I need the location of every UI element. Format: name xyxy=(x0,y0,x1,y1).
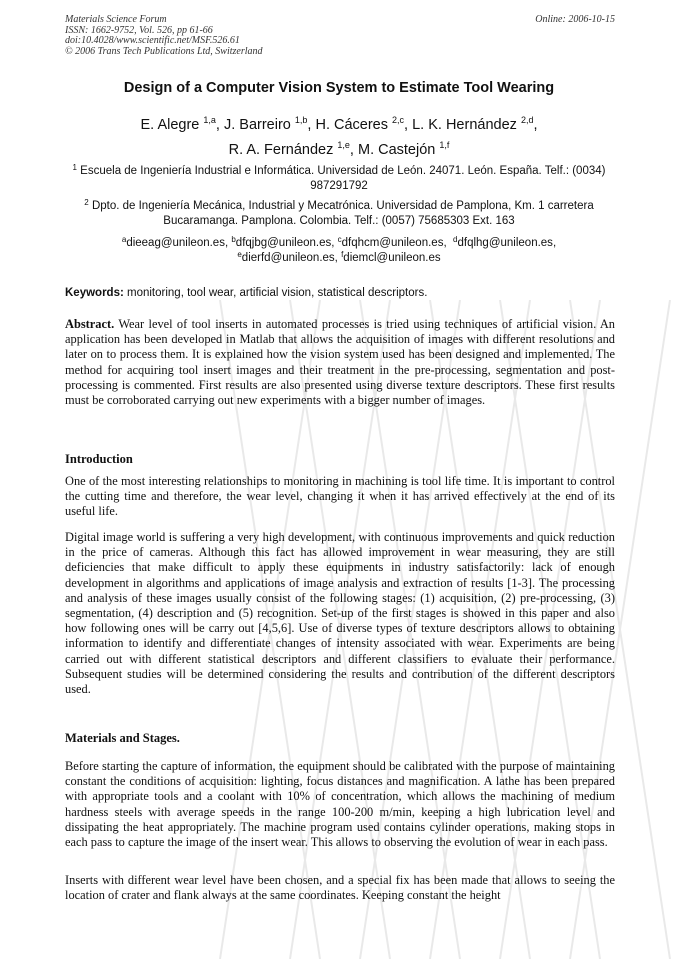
email-address: dieeag@unileon.es xyxy=(126,237,225,249)
paper-title: Design of a Computer Vision System to Estimate Tool Wearing xyxy=(123,80,555,96)
affiliation-1 xyxy=(50,164,628,194)
journal-header xyxy=(65,15,615,57)
materials-paragraph-2: Inserts with different wear level have been chosen, and a special fix has been made that allows to seeing the location of crater and flank always at the same coordinates. Keeping constant the height xyxy=(65,873,615,903)
materials-paragraph-1: Before starting the capture of information, the equipment should be calibrated with the purpose of maintaining constant the conditions of acquisition: lighting, focus distances and magnification. A lathe has been prepared with appropriate tools and a coolant with 10% of concentration, which allows the machining of medium hardness steels with average speeds in the range 100-200 m/min, keeping a high lubrication level and dissipating the heat appropriately. The machine program used contains cylinder operations, making stops in each pass to capture the image of the insert wear. This allows to observing the evolution of wear in each pass. xyxy=(65,759,615,850)
author-list xyxy=(40,113,638,163)
author-sep: , xyxy=(307,117,316,133)
email-address: diemcl@unileon.es xyxy=(343,252,441,264)
introduction-paragraph-2: Digital image world is suffering a very high development, with continuous improvements and quick reduction in the price of cameras. Although this fact has allowed improvement in wear measuring, they are still deficiencies that make difficult to apply these equipments in industry satisfactorily: lack of enough development in algorithms and applications of image analysis and extraction of results [1-3]. The processing and analysis of these images usually consist of the following stages: (1) acquisition, (2) pre-processing, (3) segmentation, (4) description and (5) recognition. Set-up of the first stages is showed in this paper and also how following ones will be carry out [4,5,6]. Use of diverse types of texture descriptors allows to obtaining information to identify and differentiate changes of intensity associated with wear. Experiments are being carried out with different statistical descriptors and different classifiers to evaluate their performance. Subsequent studies will be determined considering the results and contribution of the different descriptors used. xyxy=(65,530,615,697)
author-name: M. Castejón xyxy=(357,142,436,158)
affiliation-2 xyxy=(50,199,628,229)
email-line-1: $^a$dieeag@unileon.es, $^b$dfqjbg@unileon.es, $^c$dfqhcm@unileon.es, $^d$dfqlhg@unileon.es, xyxy=(121,235,557,249)
author-name: H. Cáceres xyxy=(315,117,388,133)
abstract-text: Wear level of tool inserts in automated processes is tried using techniques of artificial vision. An application has been developed in Matlab that allows the acquisition of images with different resolutions and later on to process them. It is explained how the vision system used has been designed and implemented. The method for acquiring tool insert images and their treatment in the pre-processing, segmentation and post-processing is commented. First results are also presented using diverse texture descriptors. These first results must be corroborated carrying out new experiments with a bigger number of images. xyxy=(65,317,615,408)
email-mark: f xyxy=(341,250,344,259)
author-sep: , xyxy=(215,117,224,133)
author-affil-mark: 1,a xyxy=(203,115,216,125)
email-address: dfqlhg@unileon.es xyxy=(457,237,553,249)
email-list xyxy=(50,236,628,266)
issn: ISSN: 1662-9752, Vol. 526, pp 61-66 xyxy=(65,24,213,36)
keywords-text: monitoring, tool wear, artificial vision, statistical descriptors. xyxy=(127,287,428,299)
abstract-label: Abstract. xyxy=(65,317,115,331)
author-sep: , xyxy=(349,142,358,158)
author-affil-mark: 2,c xyxy=(392,115,405,125)
author-affil-mark: 2,d xyxy=(520,115,534,125)
affiliation-mark: 2 xyxy=(84,198,89,207)
section-heading-introduction: Introduction xyxy=(65,452,133,466)
author-affil-mark: 1,b xyxy=(294,115,308,125)
author-name: R. A. Fernández xyxy=(228,142,334,158)
author-name: J. Barreiro xyxy=(223,117,291,133)
copyright: © 2006 Trans Tech Publications Ltd, Switzerland xyxy=(65,45,263,57)
author-affil-mark: 1,f xyxy=(439,140,450,150)
keywords-label: Keywords: xyxy=(65,287,124,299)
email-mark: d xyxy=(453,235,458,244)
email-mark: c xyxy=(337,235,342,244)
introduction-paragraph-1: One of the most interesting relationships to monitoring in machining is tool life time. It is important to control the cutting time and therefore, the wear level, changing it when it has arrived effectively at the end of its useful life. xyxy=(65,474,615,519)
email-address: dierfd@unileon.es xyxy=(241,252,335,264)
affiliation-text: Dpto. de Ingeniería Mecánica, Industrial y Mecatrónica. Universidad de Pamplona, Km. 1 carretera Bucaramanga. Pamplona. Colombia. Telf.: (0057) 75685303 Ext. 163 xyxy=(91,200,594,227)
journal-name: Materials Science Forum xyxy=(65,14,167,25)
email-mark: b xyxy=(231,235,236,244)
online-date: Online: 2006-10-15 xyxy=(535,14,615,25)
email-address: dfqjbg@unileon.es xyxy=(235,237,332,249)
doi: doi:10.4028/www.scientific.net/MSF.526.61 xyxy=(65,35,240,46)
author-sep: , xyxy=(533,117,538,133)
email-mark: e xyxy=(237,250,242,259)
author-affil-mark: 1,e xyxy=(337,140,350,150)
email-line-2: $^e$dierfd@unileon.es, $^f$diemcl@unileon.es xyxy=(237,250,441,264)
affiliation-mark: 1 xyxy=(72,163,77,172)
author-line-1 xyxy=(40,113,638,138)
author-sep: , xyxy=(404,117,413,133)
email-address: dfqhcm@unileon.es xyxy=(341,237,444,249)
keywords xyxy=(65,287,620,299)
affiliation-text: Escuela de Ingeniería Industrial e Informática. Universidad de León. 24071. León. España. Telf.: (0034) 987291792 xyxy=(80,165,606,192)
author-name: L. K. Hernández xyxy=(412,117,517,133)
author-line-2 xyxy=(40,138,638,163)
abstract xyxy=(65,317,615,408)
author-name: E. Alegre xyxy=(140,117,200,133)
section-heading-materials: Materials and Stages. xyxy=(65,731,180,745)
email-mark: a xyxy=(121,235,127,244)
